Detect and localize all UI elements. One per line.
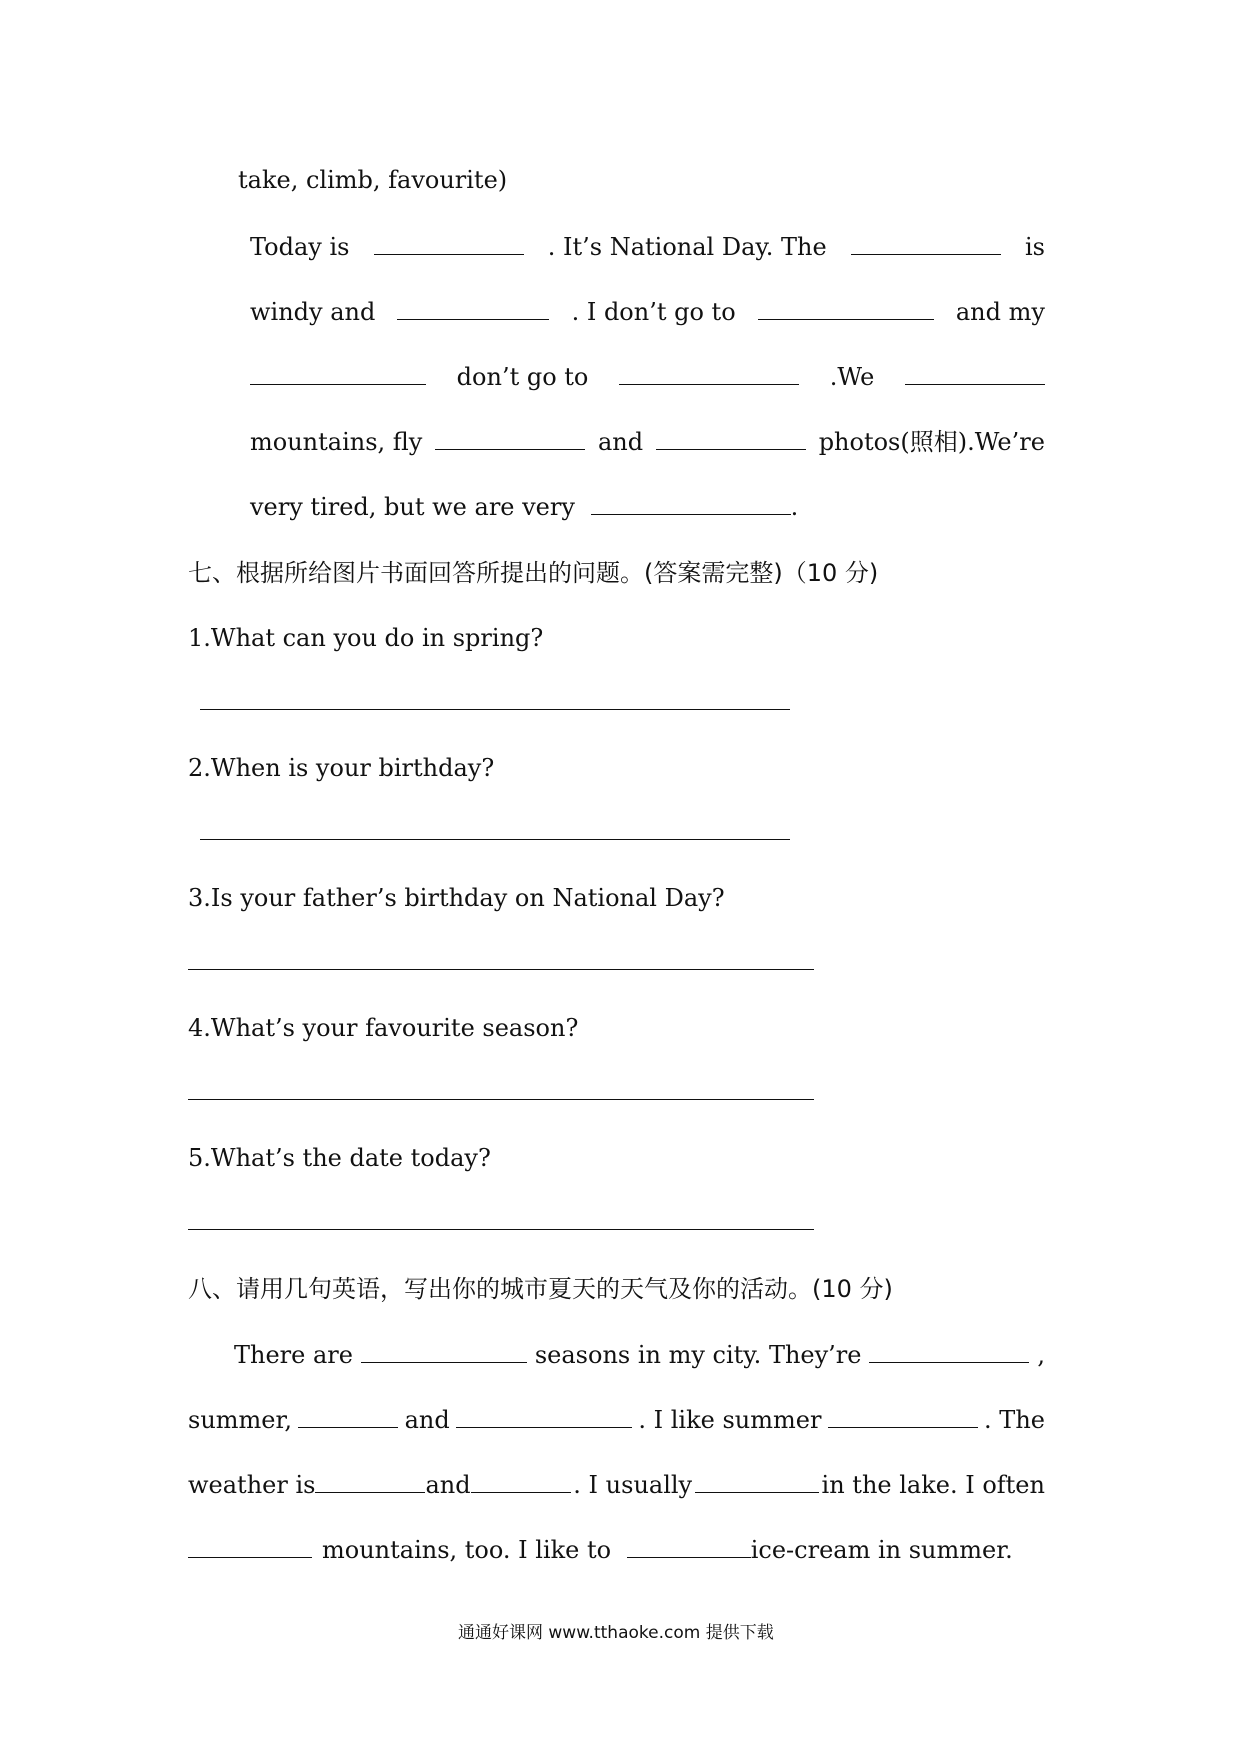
passage-text: and — [425, 1471, 471, 1499]
answer-line-2[interactable] — [200, 839, 790, 840]
passage-text: photos(照相).We’re — [818, 428, 1045, 456]
question-4: 4.What’s your favourite season? — [188, 1014, 579, 1042]
answer-blank[interactable] — [374, 253, 524, 255]
passage-text: Today is — [250, 233, 350, 261]
passage-line-2 — [250, 300, 1045, 324]
passage-text: is — [1024, 233, 1045, 261]
answer-blank[interactable] — [695, 1491, 819, 1493]
writing-line-2 — [188, 1408, 1045, 1432]
passage-text: summer, — [188, 1406, 292, 1434]
passage-text: very tired, but we are very — [250, 493, 575, 521]
answer-blank[interactable] — [456, 1426, 632, 1428]
passage-text: There are — [234, 1341, 353, 1369]
answer-blank[interactable] — [315, 1491, 425, 1493]
answer-blank[interactable] — [298, 1426, 398, 1428]
passage-text: seasons in my city. They’re — [534, 1341, 862, 1369]
answer-blank[interactable] — [758, 318, 934, 320]
passage-text: mountains, too. I like to — [322, 1536, 612, 1564]
answer-line-4[interactable] — [188, 1099, 814, 1100]
answer-blank[interactable] — [828, 1426, 978, 1428]
passage-text: . I like summer — [638, 1406, 822, 1434]
answer-blank[interactable] — [397, 318, 549, 320]
answer-blank[interactable] — [188, 1556, 312, 1558]
answer-blank[interactable] — [471, 1491, 571, 1493]
writing-line-1 — [234, 1343, 1045, 1367]
passage-text: don’t go to — [456, 363, 589, 391]
passage-text: windy and — [250, 298, 376, 326]
question-1: 1.What can you do in spring? — [188, 624, 544, 652]
question-3: 3.Is your father’s birthday on National Day? — [188, 884, 725, 912]
passage-text: . — [790, 493, 799, 521]
answer-blank[interactable] — [435, 448, 585, 450]
passage-text: . It’s National Day. The — [547, 233, 827, 261]
answer-blank[interactable] — [851, 253, 1001, 255]
passage-text: and — [404, 1406, 450, 1434]
answer-blank[interactable] — [869, 1361, 1029, 1363]
passage-text: . I don’t go to — [571, 298, 736, 326]
passage-text: mountains, fly — [250, 428, 423, 456]
section-8-title: 八、请用几句英语，写出你的城市夏天的天气及你的活动。(10 分) — [188, 1275, 893, 1303]
answer-line-1[interactable] — [200, 709, 790, 710]
passage-text: . The — [984, 1406, 1045, 1434]
passage-line-5 — [250, 495, 798, 519]
answer-blank[interactable] — [627, 1556, 751, 1558]
answer-line-3[interactable] — [188, 969, 814, 970]
answer-blank[interactable] — [250, 383, 426, 385]
passage-line-1 — [250, 235, 1045, 259]
answer-blank[interactable] — [361, 1361, 527, 1363]
passage-text: .We — [829, 363, 875, 391]
passage-text: , — [1037, 1341, 1045, 1369]
section-7-title: 七、根据所给图片书面回答所提出的问题。(答案需完整)（10 分) — [188, 559, 879, 587]
passage-text: in the lake. I often — [821, 1471, 1045, 1499]
passage-text: ice-cream in summer. — [750, 1536, 1013, 1564]
page-footer: 通通好课网 www.tthaoke.com 提供下载 — [458, 1623, 774, 1643]
word-box-tail: take, climb, favourite) — [238, 166, 508, 194]
answer-blank[interactable] — [591, 513, 791, 515]
passage-text: . I usually — [573, 1471, 693, 1499]
answer-blank[interactable] — [905, 383, 1045, 385]
question-5: 5.What’s the date today? — [188, 1144, 491, 1172]
writing-line-4 — [188, 1538, 1013, 1562]
passage-text: and — [597, 428, 644, 456]
writing-line-3 — [188, 1473, 1045, 1497]
answer-line-5[interactable] — [188, 1229, 814, 1230]
passage-line-4 — [250, 430, 1045, 454]
passage-text: weather is — [188, 1471, 316, 1499]
answer-blank[interactable] — [656, 448, 806, 450]
answer-blank[interactable] — [619, 383, 799, 385]
passage-text: and my — [955, 298, 1045, 326]
passage-line-3 — [250, 365, 1045, 389]
question-2: 2.When is your birthday? — [188, 754, 495, 782]
